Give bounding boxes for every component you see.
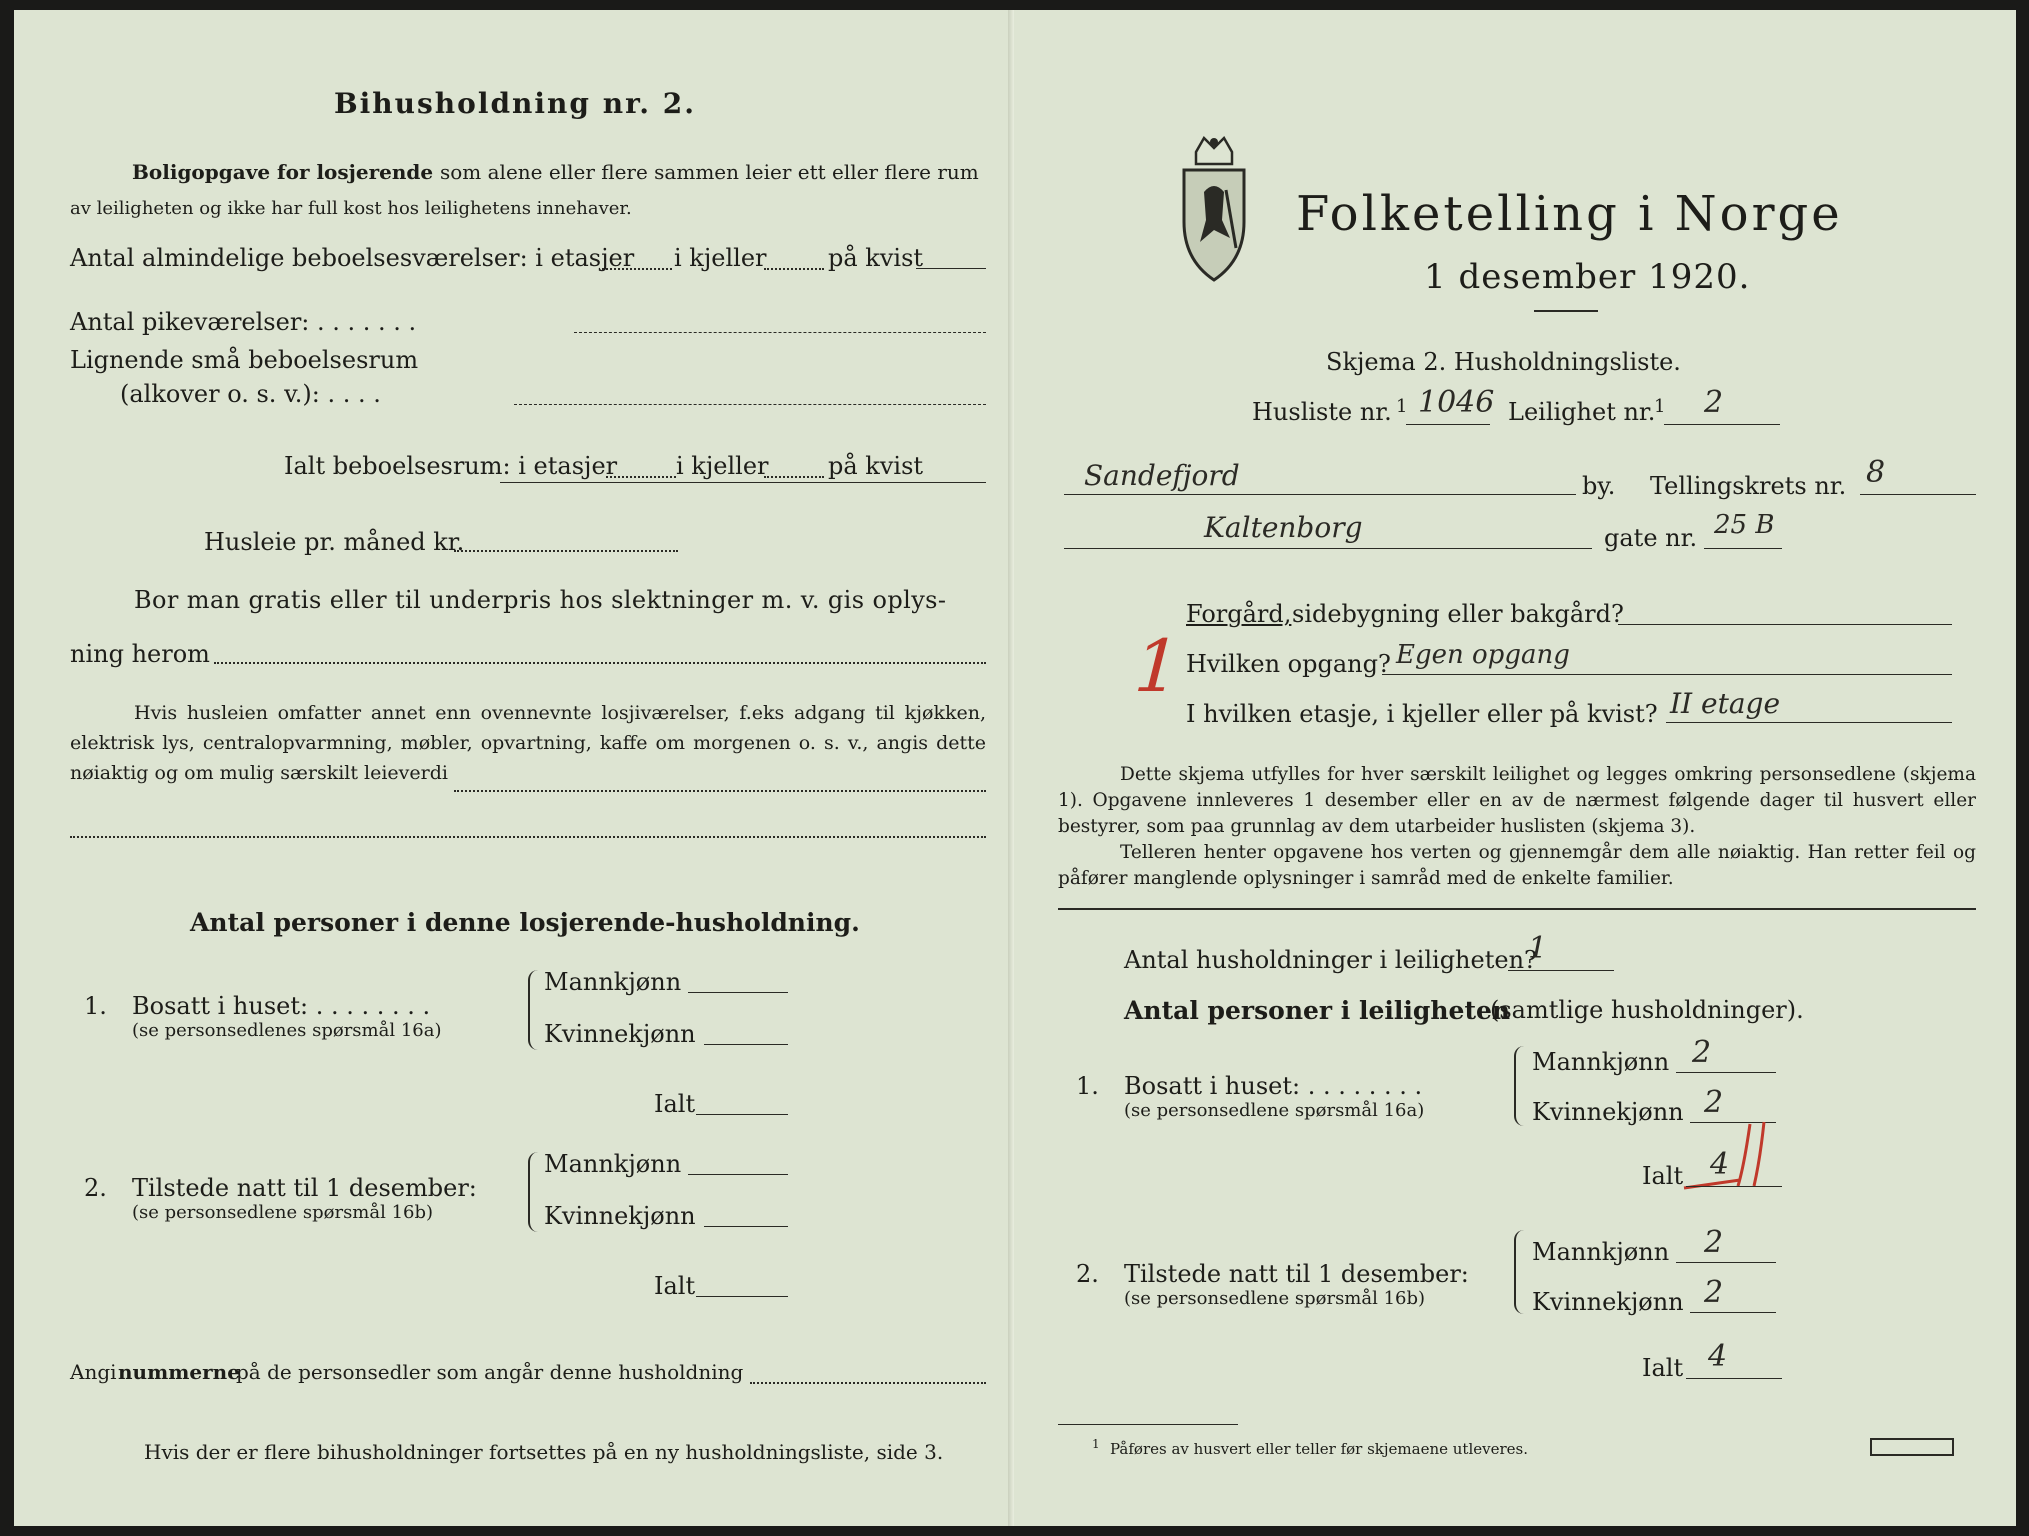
coat-of-arms-icon: [1174, 130, 1254, 290]
opgang-value[interactable]: Egen opgang: [1396, 640, 1570, 670]
main-title: Folketelling i Norge: [1296, 186, 1843, 242]
r-q2-num: 2.: [1076, 1260, 1099, 1288]
q2-label: Tilstede natt til 1 desember:: [132, 1174, 477, 1202]
q1-label: Bosatt i huset: . . . . . . . .: [132, 992, 431, 1020]
q1-kvinne-line[interactable]: [704, 1044, 788, 1045]
angi-b: nummerne: [118, 1360, 240, 1384]
skjema-label: Skjema 2. Husholdningsliste.: [1326, 348, 1681, 376]
q2-ialt-line[interactable]: [696, 1296, 788, 1297]
footnote-rule: [1058, 1424, 1238, 1425]
r-q1-ialt-value[interactable]: 4: [1710, 1147, 1730, 1182]
r-q1-kvinne-value[interactable]: 2: [1704, 1085, 1724, 1120]
r-q2-kvinne-value[interactable]: 2: [1704, 1275, 1724, 1310]
rooms-kjeller-line[interactable]: [764, 268, 824, 270]
q1-num: 1.: [84, 992, 107, 1020]
r-q1-num: 1.: [1076, 1072, 1099, 1100]
left-footer: Hvis der er flere bihusholdninger fortsettes på en ny husholdningsliste, side 3.: [144, 1440, 944, 1464]
ialt-kvist-label: på kvist: [828, 452, 924, 480]
q2-ialt-label: Ialt: [654, 1272, 696, 1300]
leilighet-value[interactable]: 2: [1704, 385, 1724, 420]
husleie-line[interactable]: [454, 550, 678, 552]
leieverdi-line2[interactable]: [70, 836, 986, 838]
sidebygning-label: sidebygning eller bakgård?: [1292, 600, 1624, 628]
husholdninger-line: [1508, 970, 1614, 971]
r-q2-sub: (se personsedlene spørsmål 16b): [1124, 1288, 1426, 1309]
angi-line[interactable]: [750, 1382, 986, 1384]
r-q2-kvinne-label: Kvinnekjønn: [1532, 1288, 1684, 1316]
etasje-label: I hvilken etasje, i kjeller eller på kvist?: [1186, 700, 1658, 728]
q2-mann-line[interactable]: [688, 1174, 788, 1175]
etasje-value[interactable]: II etage: [1670, 687, 1781, 720]
r-q2-ialt-label: Ialt: [1642, 1354, 1684, 1382]
angi-a: Angi: [70, 1360, 117, 1384]
krets-label: Tellingskrets nr.: [1650, 472, 1847, 500]
section-rule: [1058, 908, 1976, 910]
pike-line[interactable]: [574, 332, 986, 333]
r-q1-ialt-line: [1686, 1186, 1782, 1187]
bihusholdning-title: Bihusholdning nr. 2.: [334, 87, 696, 120]
gratis-line1: Bor man gratis eller til underpris hos slektninger m. v. gis oplys-: [134, 586, 947, 614]
q2-kvinne-label: Kvinnekjønn: [544, 1202, 696, 1230]
sidebygning-line: [1618, 624, 1952, 625]
red-check-mark: 1: [1123, 624, 1191, 708]
q1-mann-label: Mannkjønn: [544, 968, 682, 996]
r-q2-ialt-line: [1686, 1378, 1782, 1379]
r-q1-kvinne-label: Kvinnekjønn: [1532, 1098, 1684, 1126]
r-q1-sub: (se personsedlene spørsmål 16a): [1124, 1100, 1425, 1121]
right-page: [1014, 10, 2016, 1526]
q1-sub: (se personsedlenes spørsmål 16a): [132, 1020, 442, 1041]
r-q2-mann-line: [1676, 1262, 1776, 1263]
census-date: 1 desember 1920.: [1424, 257, 1751, 297]
footnote-text: Påføres av husvert eller teller før skjemaene utleveres.: [1110, 1440, 1528, 1458]
r-q1-ialt-label: Ialt: [1642, 1162, 1684, 1190]
q2-num: 2.: [84, 1174, 107, 1202]
krets-value[interactable]: 8: [1866, 455, 1886, 490]
q2-kvinne-line[interactable]: [704, 1226, 788, 1227]
instruction-1: Dette skjema utfylles for hver særskilt leilighet og legges omkring personsedlene (skjema 1). Opgavene innleveres 1 desember eller en av de nærmest følgende dager til husvert eller bestyrer, som paa grunnlag av dem utarbeider huslisten (skjema 3).: [1058, 764, 1976, 837]
husholdninger-value[interactable]: 1: [1528, 931, 1548, 966]
gate-line: [1064, 548, 1592, 549]
q2-brace: [528, 1152, 540, 1232]
lign-line[interactable]: [514, 404, 986, 405]
leieverdi-line[interactable]: [454, 790, 986, 792]
husholdninger-label: Antal husholdninger i leiligheten?: [1124, 946, 1537, 974]
rooms-kvist-line[interactable]: [916, 268, 986, 269]
leilighet-sup: 1: [1654, 396, 1666, 417]
r-q1-brace: [1514, 1046, 1526, 1126]
krets-line: [1860, 494, 1976, 495]
r-q2-mann-label: Mannkjønn: [1532, 1238, 1670, 1266]
q1-brace: [528, 970, 540, 1050]
ialt-etasjer-line[interactable]: [606, 476, 676, 478]
rooms-label: Antal almindelige beboelsesværelser: i etasjer: [70, 244, 635, 272]
r-q2-label: Tilstede natt til 1 desember:: [1124, 1260, 1469, 1288]
husleie-label: Husleie pr. måned kr.: [204, 528, 465, 556]
left-page: [14, 10, 1016, 1526]
instruction-2: Telleren henter opgavene hos verten og gjennemgår dem alle nøiaktig. Han retter feil og påfører manglende oplysninger i samråd med de enkelte familier.: [1058, 842, 1976, 889]
persons-heading-bold: Antal personer i leiligheten: [1124, 996, 1511, 1025]
husliste-label: Husliste nr.: [1252, 398, 1392, 426]
gate-value[interactable]: Kaltenborg: [1204, 511, 1363, 544]
rooms-kjeller-label: i kjeller: [674, 244, 767, 272]
husleie-note: Hvis husleien omfatter annet enn ovennevnte losjiværelser, f.eks adgang til kjøkken, elektrisk lys, centralopvarmning, møbler, opvartning, kaffe om morgenen o. s. v., angis dette nøiaktig og om mulig særskilt leieverdi: [70, 702, 986, 784]
ialt-rooms-label: Ialt beboelsesrum: i etasjer: [284, 452, 618, 480]
r-q1-mann-value[interactable]: 2: [1692, 1035, 1712, 1070]
by-value[interactable]: Sandefjord: [1084, 459, 1240, 492]
persons-heading-rest: (samtlige husholdninger).: [1490, 996, 1804, 1024]
persons-heading: Antal personer i denne losjerende-husholdning.: [190, 908, 860, 937]
opgang-label: Hvilken opgang?: [1186, 650, 1391, 678]
forgard-label[interactable]: Forgård,: [1186, 600, 1292, 628]
q1-ialt-label: Ialt: [654, 1090, 696, 1118]
rooms-etasjer-line[interactable]: [602, 268, 672, 270]
by-line: [1064, 494, 1576, 495]
r-q2-mann-value[interactable]: 2: [1704, 1225, 1724, 1260]
ialt-underline: [500, 482, 986, 483]
q1-kvinne-label: Kvinnekjønn: [544, 1020, 696, 1048]
r-q2-brace: [1514, 1230, 1526, 1314]
q1-mann-line[interactable]: [688, 992, 788, 993]
etasje-line: [1666, 722, 1952, 723]
pike-label: Antal pikeværelser: . . . . . . .: [70, 308, 417, 336]
r-q2-ialt-value[interactable]: 4: [1708, 1339, 1728, 1374]
printer-stamp-icon: [1870, 1438, 1954, 1456]
gate-label: gate nr.: [1604, 524, 1698, 552]
gratis-line[interactable]: [214, 662, 986, 664]
ialt-kjeller-label: i kjeller: [676, 452, 769, 480]
husliste-sup: 1: [1396, 396, 1408, 417]
gratis-line2: ning herom: [70, 640, 210, 668]
lign-line1: Lignende små beboelsesrum: [70, 346, 419, 374]
husliste-value[interactable]: 1046: [1418, 385, 1495, 420]
leilighet-label: Leilighet nr.: [1508, 398, 1656, 426]
rooms-kvist-label: på kvist: [828, 244, 924, 272]
r-q1-mann-line: [1676, 1072, 1776, 1073]
ialt-kjeller-line[interactable]: [764, 476, 824, 478]
angi-c: på de personsedler som angår denne husholdning: [236, 1360, 744, 1384]
lign-line2: (alkover o. s. v.): . . . .: [120, 380, 381, 408]
q2-sub: (se personsedlene spørsmål 16b): [132, 1202, 434, 1223]
gate-nr-value[interactable]: 25 B: [1714, 510, 1775, 540]
footnote-sup: 1: [1092, 1437, 1100, 1451]
r-q2-kvinne-line: [1690, 1312, 1776, 1313]
intro-bold: Boligopgave for losjerende: [132, 160, 434, 184]
opgang-line: [1382, 674, 1952, 675]
by-label: by.: [1582, 472, 1616, 500]
gate-nr-line: [1704, 548, 1782, 549]
intro-rest: som alene eller flere sammen leier ett eller flere rum: [440, 160, 979, 184]
q2-mann-label: Mannkjønn: [544, 1150, 682, 1178]
q1-ialt-line[interactable]: [696, 1114, 788, 1115]
r-q1-label: Bosatt i huset: . . . . . . . .: [1124, 1072, 1423, 1100]
intro-line2: av leiligheten og ikke har full kost hos leilighetens innehaver.: [70, 198, 632, 219]
title-rule: [1534, 310, 1598, 312]
r-q1-mann-label: Mannkjønn: [1532, 1048, 1670, 1076]
husliste-line: [1406, 424, 1490, 425]
leilighet-line: [1664, 424, 1780, 425]
red-correction-mark-icon: [1680, 1116, 1790, 1196]
